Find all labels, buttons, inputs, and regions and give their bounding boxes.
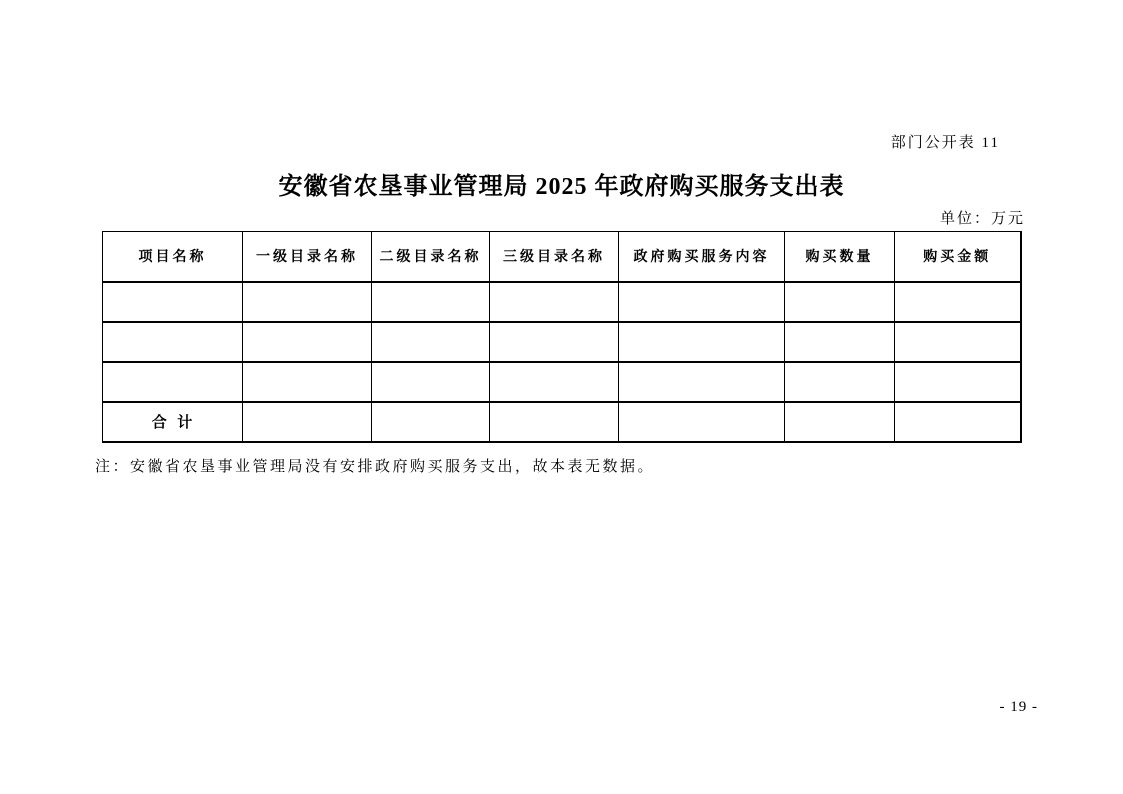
- table-cell: [490, 282, 619, 322]
- table-cell: [895, 402, 1021, 442]
- column-header-level1-catalog: 一级目录名称: [243, 232, 372, 282]
- column-header-purchase-quantity: 购买数量: [785, 232, 895, 282]
- header-row: [103, 232, 1021, 282]
- table-cell: [372, 402, 490, 442]
- table-cell: [372, 322, 490, 362]
- table-cell: [785, 322, 895, 362]
- unit-label: 单位：万元: [939, 211, 1025, 227]
- table-row: [103, 322, 1021, 362]
- table-cell: [785, 362, 895, 402]
- table-cell: [490, 322, 619, 362]
- doc-public-table-label: 部门公开表 11: [890, 135, 1000, 151]
- expenditure-table: [102, 231, 1022, 443]
- table-cell: [103, 362, 243, 402]
- table-cell: [490, 402, 619, 442]
- column-header-service-content: 政府购买服务内容: [619, 232, 785, 282]
- column-header-level3-catalog: 三级目录名称: [490, 232, 619, 282]
- table-cell: [895, 282, 1021, 322]
- table-cell: [243, 322, 372, 362]
- table-row: [103, 362, 1021, 402]
- table-cell: [785, 402, 895, 442]
- total-label-cell: 合 计: [103, 402, 243, 442]
- table-cell: [895, 362, 1021, 402]
- table-cell: [243, 282, 372, 322]
- table-cell: [785, 282, 895, 322]
- table-cell: [619, 402, 785, 442]
- table-cell: [103, 282, 243, 322]
- table-cell: [619, 362, 785, 402]
- column-header-level2-catalog: 二级目录名称: [372, 232, 490, 282]
- table-cell: [372, 362, 490, 402]
- table-cell: [243, 402, 372, 442]
- column-header-project-name: 项目名称: [103, 232, 243, 282]
- table-cell: [619, 322, 785, 362]
- table-note: 注：安徽省农垦事业管理局没有安排政府购买服务支出，故本表无数据。: [95, 459, 656, 475]
- page-number: - 19 -: [999, 699, 1038, 715]
- table-cell: [103, 322, 243, 362]
- table-cell: [619, 282, 785, 322]
- table-cell: [372, 282, 490, 322]
- table-cell: [243, 362, 372, 402]
- table-cell: [895, 322, 1021, 362]
- table-row: [103, 282, 1021, 322]
- table-cell: [490, 362, 619, 402]
- page-title: 安徽省农垦事业管理局 2025 年政府购买服务支出表: [278, 174, 845, 200]
- column-header-purchase-amount: 购买金额: [895, 232, 1021, 282]
- expenditure-table-container: [102, 231, 1022, 443]
- total-row: [103, 402, 1021, 442]
